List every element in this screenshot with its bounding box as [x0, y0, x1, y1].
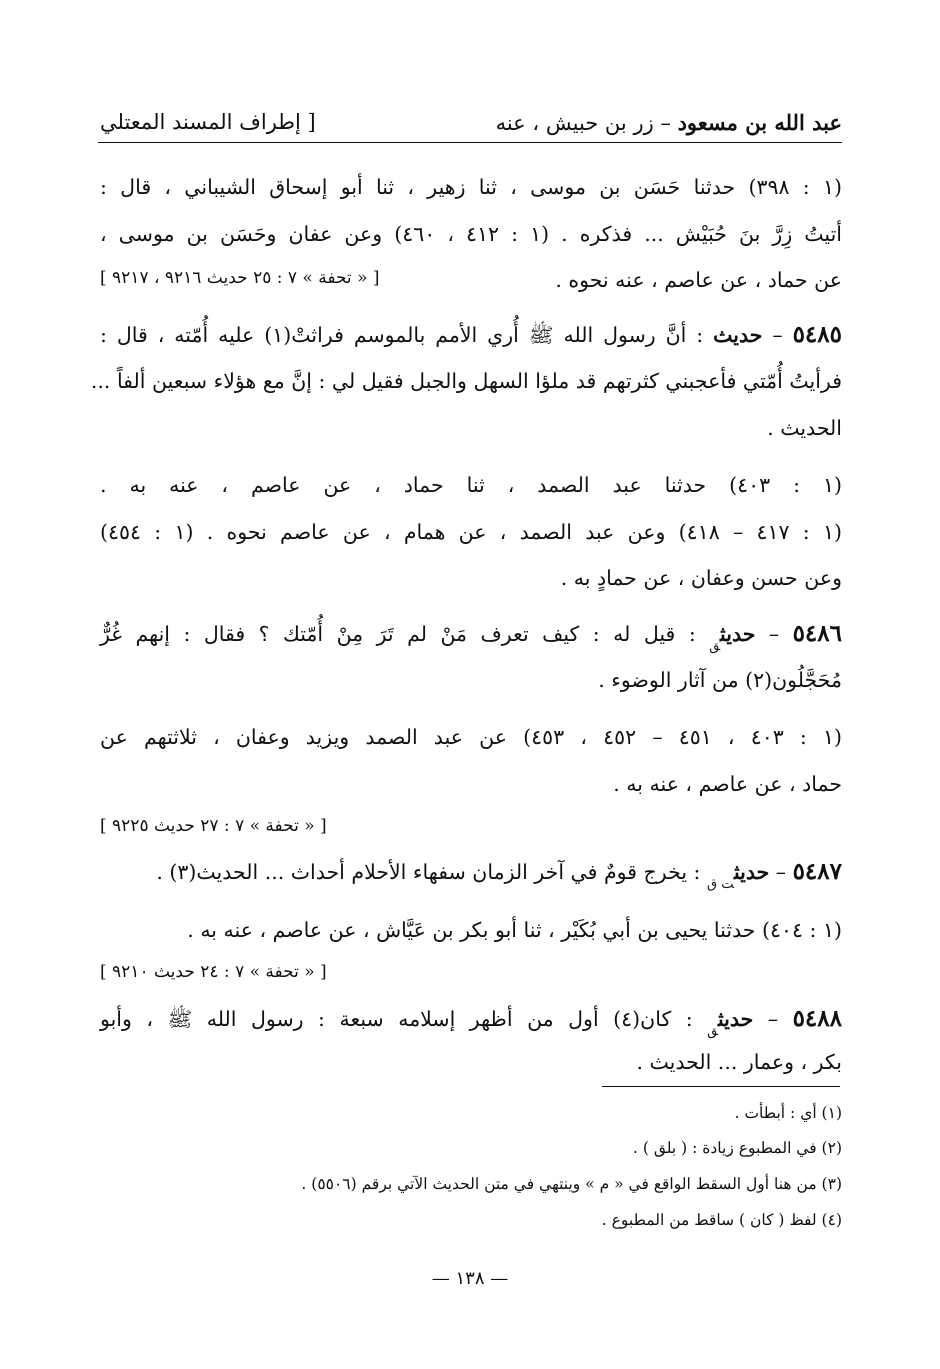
- hadith-number: ٥٤٨٦: [792, 620, 842, 647]
- sanad-line: وعن حسن وعفان ، عن حمادٍ به .: [560, 566, 842, 590]
- hadith-keyword: حديث: [720, 622, 756, 646]
- hadith-keyword: حديث: [717, 1007, 754, 1031]
- sanad-line: (١ : ٤٠٤) حدثنا يحيى بن أبي بُكَيْر ، ثنا أبو بكر بن عَيَّاش ، عن عاصم ، عنه به .: [187, 918, 842, 942]
- body-line: أتيتُ زِرَّ بنَ حُبَيْش ... فذكره . (١ : ٤١٢ ، ٤٦٠) وعن عفان وحَسَن بن موسى ،: [100, 222, 842, 246]
- hadith-number: ٥٤٨٨: [792, 1005, 842, 1032]
- footnote: (٢) في المطبوع زيادة : ( بلق ) .: [633, 1139, 842, 1157]
- hadith-5485-line: الحديث .: [767, 416, 842, 440]
- hadith-text: : أنَّ رسول الله ﷺ أُري الأمم بالموسم فراثتْ(١) عليه أُمّته ، قال :: [100, 323, 714, 347]
- page-number: — ١٣٨ —: [431, 1268, 509, 1289]
- collection-symbol: ت ق: [706, 877, 734, 892]
- book-title: [ إطراف المسند المعتلي: [100, 110, 316, 134]
- sanad-line: حماد ، عن عاصم ، عنه به .: [613, 772, 842, 796]
- footnote: (١) أي : أبطأت .: [734, 1104, 842, 1122]
- hadith-text: : يخرج قومٌ في آخر الزمان سفهاء الأحلام أحداث ... الحديث(٣) .: [156, 860, 707, 884]
- tuhfa-reference: [ « تحفة » ٧ : ٢٧ حديث ٩٢٢٥ ]: [100, 816, 327, 836]
- sanad-line: (١ : ٤٠٣ ، ٤٥١ – ٤٥٢ ، ٤٥٣) عن عبد الصمد ويزيد وعفان ، ثلاثتهم عن: [100, 725, 842, 749]
- body-line: [100, 268, 842, 293]
- hadith-text: : كان(٤) أول من أظهر إسلامه سبعة : رسول الله ﷺ ، وأبو: [100, 1007, 708, 1031]
- tuhfa-reference: [ « تحفة » ٧ : ٢٤ حديث ٩٢١٠ ]: [100, 962, 327, 982]
- sanad-line: (١ : ٤١٧ – ٤١٨) وعن عبد الصمد ، عن همام ، عن عاصم نحوه . (١ : ٤٥٤): [100, 520, 842, 544]
- footnote-rule: [602, 1086, 840, 1087]
- hadith-keyword: حديث: [733, 860, 770, 884]
- hadith-5485-line: فرأيتُ أُمّتي فأعجبني كثرتهم قد ملؤا السهل والجبل فقيل لي : إنَّ مع هؤلاء سبعين ألفاً ...: [90, 369, 842, 393]
- running-title-rest: – زر بن حبيش ، عنه: [495, 110, 678, 135]
- running-title-bold: عبد الله بن مسعود: [677, 109, 842, 135]
- hadith-number: ٥٤٨٧: [792, 858, 842, 885]
- sanad-line: (١ : ٤٠٣) حدثنا عبد الصمد ، ثنا حماد ، عن عاصم ، عنه به .: [100, 473, 842, 497]
- hadith-keyword: حديث: [713, 323, 763, 347]
- body-text: عن حماد ، عن عاصم ، عنه نحوه .: [555, 268, 842, 292]
- hadith-5487-line: ٥٤٨٧ – حديث$_{ت ق}$ : يخرج قومٌ في آخر الزمان سفهاء الأحلام أحداث ... الحديث(٣) .: [156, 858, 842, 892]
- footnote: (٤) لفظ ( كان ) ساقط من المطبوع .: [601, 1211, 842, 1229]
- header-rule: [98, 142, 842, 143]
- footnote: (٣) من هنا أول السقط الواقع في « م » وينتهي في متن الحديث الآتي برقم (٥٥٠٦) .: [301, 1175, 842, 1193]
- hadith-5488-line: ٥٤٨٨ – حديث$_ق$ : كان(٤) أول من أظهر إسلامه سبعة : رسول الله ﷺ ، وأبو: [100, 1005, 842, 1039]
- collection-symbol: ق: [707, 1024, 718, 1039]
- hadith-5486-line: مُحَجَّلُون(٢) من آثار الوضوء .: [598, 668, 842, 692]
- collection-symbol: ق: [709, 639, 721, 654]
- body-line: (١ : ٣٩٨) حدثنا حَسَن بن موسى ، ثنا زهير ، ثنا أبو إسحاق الشيباني ، قال :: [100, 175, 842, 199]
- hadith-text: : قيل له : كيف تعرف مَنْ لم تَرَ مِنْ أُمّتك ؟ فقال : إنهم غُرٌّ: [100, 622, 710, 646]
- hadith-5485-line: ٥٤٨٥ – حديث : أنَّ رسول الله ﷺ أُري الأمم بالموسم فراثتْ(١) عليه أُمّته ، قال :: [100, 321, 842, 348]
- running-header: [100, 104, 842, 140]
- hadith-5488-line: بكر ، وعمار ... الحديث .: [636, 1050, 842, 1074]
- tuhfa-reference: [ « تحفة » ٧ : ٢٥ حديث ٩٢١٦ ، ٩٢١٧ ]: [100, 268, 380, 288]
- hadith-5486-line: ٥٤٨٦ – حديث$_ق$ : قيل له : كيف تعرف مَنْ لم تَرَ مِنْ أُمّتك ؟ فقال : إنهم غُرٌّ: [100, 620, 842, 654]
- hadith-number: ٥٤٨٥: [792, 321, 842, 348]
- running-title: [496, 110, 842, 135]
